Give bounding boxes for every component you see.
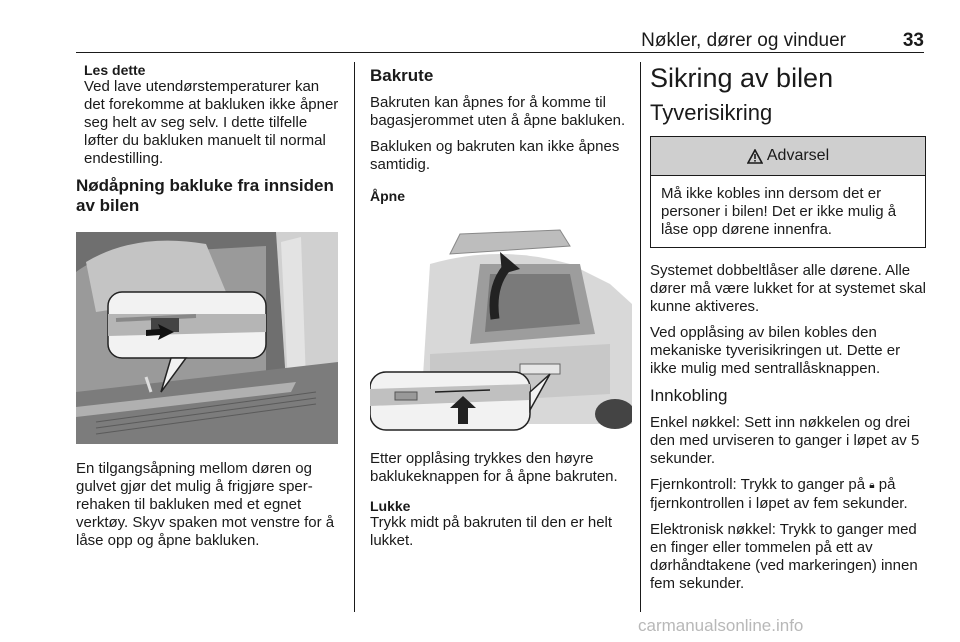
column-divider	[354, 62, 355, 612]
body-text: En tilgangsåpning mellom døren og gulvet gjør det mulig å frigjøre sperrehaken til bakluken med et egnet verktøy. Skyv spaken mot venstre for å låse opp og åpne bakluken.	[76, 460, 335, 549]
body-text: Enkel nøkkel: Sett inn nøkkelen og drei den med urviseren to ganger i løpet av 5 sekunder.	[650, 414, 920, 467]
body-text: Bakruten kan åpnes for å komme til bagasjerommet uten å åpne bakluken.	[370, 94, 626, 129]
body-text: Bakluken og bakruten kan ikke åpnes samtidig.	[370, 138, 620, 173]
innkobling-heading: Innkobling	[650, 386, 728, 405]
open-text: Etter opplåsing trykkes den høyre baklukeknappen for å åpne bakruten.	[370, 450, 618, 485]
body-text: Systemet dobbeltlåser alle dørene. Alle dører må være lukket for at systemet skal kunne aktiveres.	[650, 262, 926, 315]
note-block	[76, 62, 342, 168]
section-heading: Bakrute	[370, 66, 434, 85]
body-text: Ved opplåsing av bilen kobles den mekaniske tyverisikringen ut. Dette er ikke mulig med sentrallåsknappen.	[650, 324, 901, 377]
lock-icon: 🔒︎	[869, 480, 875, 491]
column-divider	[640, 62, 641, 612]
page-title: Sikring av bilen	[650, 63, 834, 93]
emergency-release-illustration	[76, 232, 338, 444]
remote-text-after: på fjernkontrollen i løpet av fem sekunder.	[650, 476, 908, 512]
section-heading: Nødåpning bakluke fra innsiden av bilen	[76, 176, 334, 215]
close-heading: Lukke	[370, 498, 411, 514]
warning-text: Må ikke kobles inn dersom det er personer i bilen! Det er ikke mulig å låse opp dørene innenfra.	[661, 185, 897, 238]
warning-triangle-icon	[747, 149, 763, 164]
page-number: 33	[902, 30, 924, 51]
close-text: Trykk midt på bakruten til den er helt lukket.	[370, 514, 613, 549]
warning-label: Advarsel	[766, 147, 830, 164]
section-subtitle: Tyverisikring	[650, 100, 773, 125]
remote-text	[650, 476, 926, 513]
watermark: carmanualsonline.info	[638, 616, 804, 635]
open-heading: Åpne	[370, 188, 405, 204]
remote-text-before: Fjernkontroll: Trykk to ganger på	[650, 476, 870, 493]
page-header	[76, 30, 924, 53]
column-right	[650, 62, 926, 601]
note-text: Ved lave utendørstemperaturer kan det forekomme at bakluken ikke åpner seg helt av seg selv. I dette tilfelle løfter du bakluken manuelt til normal endestilling.	[84, 78, 339, 167]
rear-window-illustration	[370, 224, 632, 434]
warning-box	[650, 136, 926, 248]
note-heading: Les dette	[84, 62, 146, 78]
column-middle	[370, 62, 634, 558]
warning-header	[651, 137, 925, 176]
body-text: Elektronisk nøkkel: Trykk to ganger med en finger eller tommelen på ett av dørhåndtakene (ved markeringen) innen fem sekunder.	[650, 521, 918, 592]
header-title: Nøkler, dører og vinduer	[641, 30, 846, 51]
column-left	[76, 62, 342, 558]
